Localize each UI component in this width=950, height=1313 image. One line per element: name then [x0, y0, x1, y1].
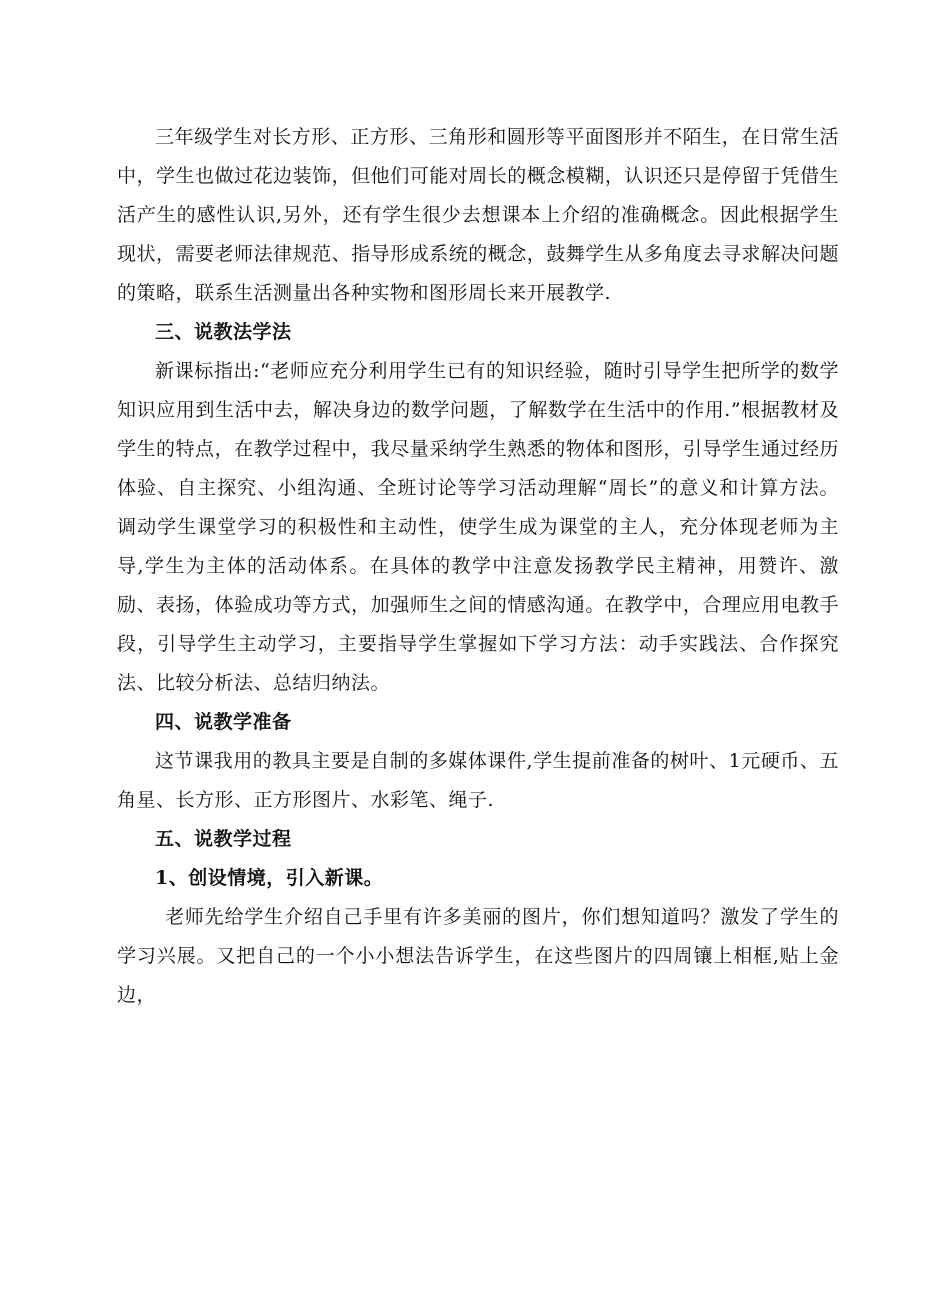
heading-teaching-methods: 三、说教法学法 — [155, 321, 292, 343]
heading-teaching-process: 五、说教学过程 — [155, 828, 292, 850]
document-body — [117, 118, 839, 1015]
paragraph-student-analysis: 三年级学生对长方形、正方形、三角形和圆形等平面图形并不陌生，在日常生活中，学生也做过花边装饰，但他们可能对周长的概念模糊，认识还只是停留于凭借生活产生的感性认识,另外，还有学生很少去想课本上介绍的准确概念。因此根据学生现状，需要老师法律规范、指导形成系统的概念，鼓舞学生从多角度去寻求解决问题的策略，联系生活测量出各种实物和图形周长来开展教学. — [117, 126, 839, 304]
heading-step-1: 1、创设情境，引入新课。 — [155, 867, 384, 889]
paragraph-teaching-preparation: 这节课我用的教具主要是自制的多媒体课件,学生提前准备的树叶、1元硬币、五角星、长方形、正方形图片、水彩笔、绳子. — [117, 750, 839, 811]
paragraph-teaching-methods: 新课标指出:“老师应充分利用学生已有的知识经验，随时引导学生把所学的数学知识应用到生活中去，解决身边的数学问题，了解数学在生活中的作用.”根据教材及学生的特点，在教学过程中，我尽量采纳学生熟悉的物体和图形，引导学生通过经历体验、自主探究、小组沟通、全班讨论等学习活动理解“周长”的意义和计算方法。调动学生课堂学习的积极性和主动性，使学生成为课堂的主人，充分体现老师为主导,学生为主体的活动体系。在具体的教学中注意发扬教学民主精神，用赞许、激励、表扬，体验成功等方式，加强师生之间的情感沟通。在教学中，合理应用电教手段，引导学生主动学习，主要指导学生掌握如下学习方法：动手实践法、合作探究法、比较分析法、总结归纳法。 — [117, 360, 839, 694]
paragraph-step-1-intro: 老师先给学生介绍自己手里有许多美丽的图片，你们想知道吗？激发了学生的学习兴展。又把自己的一个小小想法告诉学生，在这些图片的四周镶上相框,贴上金边， — [117, 906, 839, 1006]
heading-teaching-preparation: 四、说教学准备 — [155, 711, 292, 733]
